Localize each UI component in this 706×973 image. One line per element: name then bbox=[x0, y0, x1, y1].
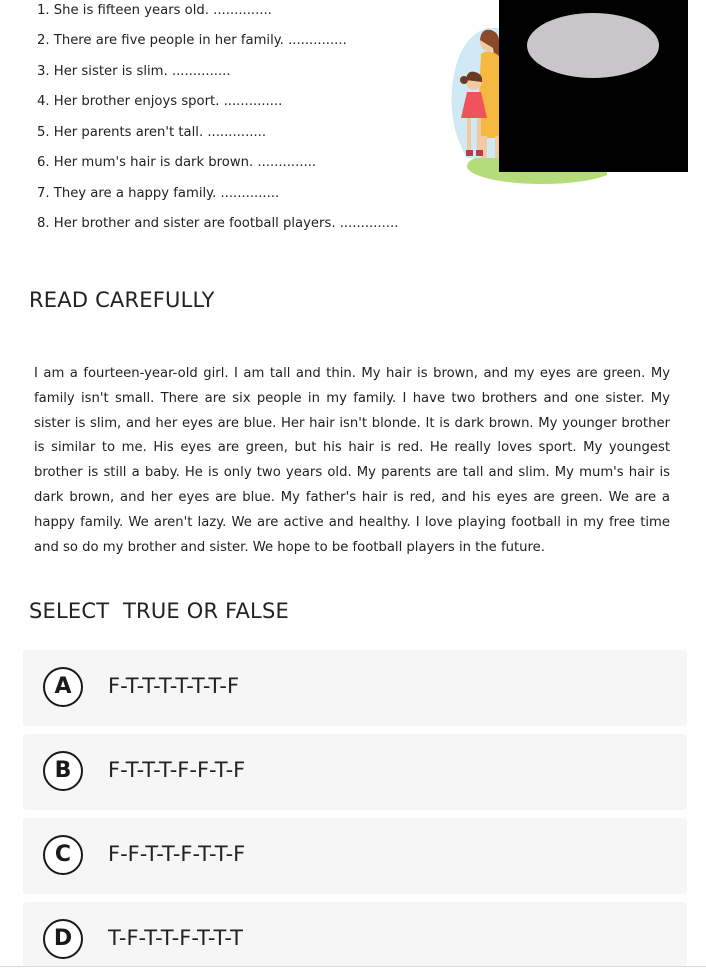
option-c-text: F-F-T-T-F-T-T-F bbox=[108, 842, 246, 866]
option-b-text: F-T-T-T-F-F-T-F bbox=[108, 758, 246, 782]
statement-3: 3. Her sister is slim. .............. bbox=[37, 64, 231, 79]
gray-oval-overlay bbox=[527, 13, 659, 78]
reading-passage: I am a fourteen-year-old girl. I am tall and thin. My hair is brown, and my eyes are green. My family isn't small. There are six people in my family. I have two brothers and one sister. My sister is slim, and her eyes are blue. Her hair isn't blonde. It is dark brown. My younger brother is similar to me. His eyes are green, but his hair is red. He really loves sport. My youngest brother is still a baby. He is only two years old. My parents are tall and slim. My mum's hair is dark brown, and her eyes are blue. My father's hair is red, and his eyes are green. We are a happy family. We aren't lazy. We are active and healthy. I love playing football in my free time and so do my brother and sister. We hope to be football players in the future. bbox=[34, 366, 670, 555]
bottom-divider bbox=[0, 966, 706, 967]
option-b[interactable] bbox=[23, 734, 687, 810]
option-d-text: T-F-T-T-F-T-T-T bbox=[108, 926, 243, 950]
select-true-false-heading: SELECT TRUE OR FALSE bbox=[29, 599, 289, 623]
statement-2: 2. There are five people in her family. .............. bbox=[37, 33, 347, 48]
statement-8: 8. Her brother and sister are football players. .............. bbox=[37, 216, 399, 231]
statement-7: 7. They are a happy family. .............. bbox=[37, 186, 280, 201]
statement-4: 4. Her brother enjoys sport. .............. bbox=[37, 94, 283, 109]
option-c[interactable] bbox=[23, 818, 687, 894]
option-a-letter-badge: A bbox=[43, 667, 83, 707]
option-d-letter-badge: D bbox=[43, 919, 83, 959]
option-c-letter-badge: C bbox=[43, 835, 83, 875]
statement-6: 6. Her mum's hair is dark brown. .............. bbox=[37, 155, 317, 170]
option-a-text: F-T-T-T-T-T-T-F bbox=[108, 674, 240, 698]
statement-5: 5. Her parents aren't tall. .............. bbox=[37, 125, 267, 140]
option-a[interactable] bbox=[23, 650, 687, 726]
option-d[interactable] bbox=[23, 902, 687, 966]
statement-1: 1. She is fifteen years old. .............. bbox=[37, 3, 272, 18]
read-carefully-heading: READ CAREFULLY bbox=[29, 288, 215, 312]
option-b-letter-badge: B bbox=[43, 751, 83, 791]
